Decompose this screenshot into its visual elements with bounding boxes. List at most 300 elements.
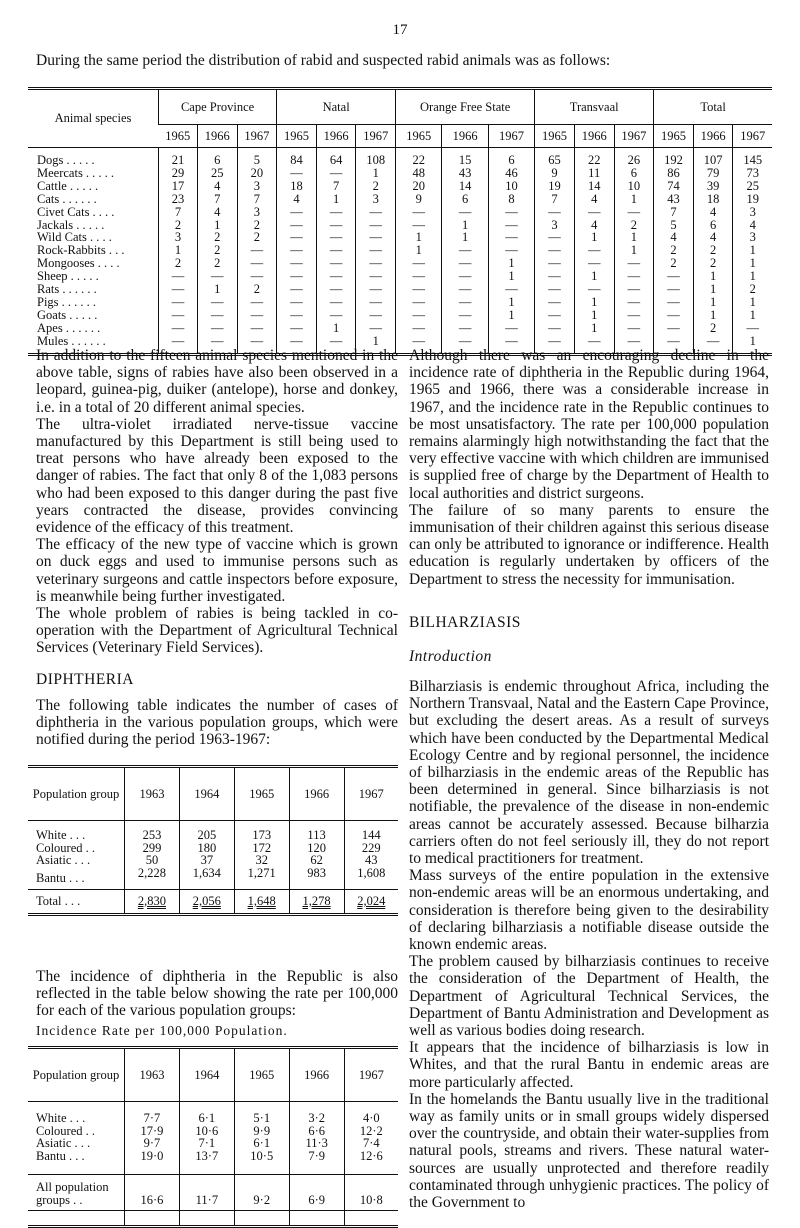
paragraph: Mass surveys of the entire population in the extensive non-endemic areas will be an enormous undertaking, and consideration is therefore being given to the desirability of declaring bilharziasis a notifiable disease outside the known endemic areas. (409, 867, 769, 954)
table-cell: 2 (197, 231, 237, 244)
table-cell: — (654, 309, 694, 322)
year-header: 1966 (197, 125, 237, 148)
species-name: Meercats . . . . . (37, 165, 115, 180)
table-cell: — (277, 309, 317, 322)
table-cell: — (159, 296, 198, 309)
table-cell: — (535, 206, 575, 219)
table-cell: 10 (614, 180, 654, 193)
table-row (28, 148, 772, 167)
table-cell: 983 (289, 867, 344, 890)
table-cell: 1 (356, 167, 396, 180)
table-cell: 1 (442, 231, 488, 244)
rate-table-caption: Incidence Rate per 100,000 Population. (36, 1023, 288, 1038)
paragraph: It appears that the incidence of bilharziasis is low in Whites, and that the rural Bantu in endemic areas are more particularly affected. (409, 1039, 769, 1091)
table-cell: 84 (277, 148, 317, 167)
table-cell: 2 (654, 257, 694, 270)
table-cell: — (356, 283, 396, 296)
paragraph: The ultra-violet irradiated nerve-tissue vaccine manufactured by this Department is still being used to treat persons who have already been exposed to the danger of rabies. The fact that only 8 of the 1,083 persons who had been exposed to this danger during the past five years contracted the disease, provides convincing evidence of the efficacy of this treatment. (36, 415, 398, 537)
table-cell: 1 (733, 257, 772, 270)
paragraph: The problem caused by bilharziasis continues to receive the consideration of the Department of Health, the Department of Agricultural Technical Services, the Department of Bantu Administration and Development as well as various bodies doing research. (409, 953, 769, 1040)
table-cell: 1 (574, 322, 614, 335)
table-cell: 6·6 (289, 1125, 344, 1138)
rabies-distribution-table (28, 87, 772, 356)
table-row (28, 309, 772, 322)
table-cell: 14 (442, 180, 488, 193)
table-cell: — (614, 335, 654, 354)
table-cell: — (356, 322, 396, 335)
table-cell: — (614, 309, 654, 322)
year-header: 1966 (316, 125, 356, 148)
table-cell: 7·4 (344, 1137, 398, 1150)
table-cell: 62 (289, 854, 344, 867)
right-column (409, 347, 769, 588)
table-cell: 1 (614, 244, 654, 257)
table-row (28, 219, 772, 232)
table-row (28, 283, 772, 296)
table-cell: — (277, 244, 317, 257)
table-cell: 6 (614, 167, 654, 180)
year-header: 1965 (277, 125, 317, 148)
table-cell: 1,271 (234, 867, 289, 890)
paragraph: In the homelands the Bantu usually live in the traditional way as family units or in small groups widely dispersed over the countryside, and obtain their water-supplies from natural pools, streams and rivers. These natural water-sources are usually unprotected and therefore readily contaminated through unhygienic practices. The policy of the Government to (409, 1090, 769, 1212)
table-cell: 2 (159, 219, 198, 232)
table-cell: 5 (654, 219, 694, 232)
table-cell: — (237, 244, 277, 257)
table-cell: — (654, 322, 694, 335)
table-cell: 1 (693, 296, 733, 309)
table-row (28, 257, 772, 270)
table-cell: 1 (693, 270, 733, 283)
table-cell: 74 (654, 180, 694, 193)
table-cell: 1 (733, 244, 772, 257)
all-groups-row (28, 1175, 398, 1211)
table-cell: — (197, 309, 237, 322)
column-header: 1963 (125, 1048, 180, 1102)
table-cell: 3 (356, 193, 396, 206)
table-cell: 20 (237, 167, 277, 180)
species-name: Apes . . . . . . (37, 320, 101, 335)
table-cell: 20 (396, 180, 442, 193)
table-cell: 26 (614, 148, 654, 167)
table-cell: — (277, 219, 317, 232)
table-cell: 11·7 (179, 1175, 234, 1211)
table-cell: 7 (197, 193, 237, 206)
table-cell: — (488, 335, 534, 354)
table-cell: 9·7 (125, 1137, 180, 1150)
table-cell: 46 (488, 167, 534, 180)
table-cell: 13·7 (179, 1150, 234, 1175)
table-cell: 144 (344, 821, 398, 842)
table-cell: 1 (488, 296, 534, 309)
table-cell: — (733, 322, 772, 335)
table-cell: 113 (289, 821, 344, 842)
species-name: Goats . . . . . (37, 307, 98, 322)
group-name (28, 1175, 125, 1211)
table-cell: — (316, 231, 356, 244)
table-cell: 1 (396, 231, 442, 244)
table-cell: — (316, 244, 356, 257)
table-cell: — (654, 270, 694, 283)
group-name-line: groups . . (36, 1192, 83, 1207)
year-header: 1965 (159, 125, 198, 148)
table-cell: — (316, 283, 356, 296)
group-name: Bantu . . . (36, 870, 85, 885)
table-cell: 3 (159, 231, 198, 244)
table-row (28, 854, 398, 867)
table-cell: 1 (488, 270, 534, 283)
table-cell: 10 (488, 180, 534, 193)
table-cell: — (197, 322, 237, 335)
paragraph: Although there was an encouraging decline in the incidence rate of diphtheria in the Republic during 1964, 1965 and 1966, there was a considerable increase in 1967, and the incidence rate in the Republic continues to be most unsatisfactory. The rate per 100,000 population remains alarmingly high notwithstanding the fact that the very effective vaccine with which children are immunised is supplied free of charge by the Department of Health to local authorities and district surgeons. (409, 347, 769, 502)
table-cell: 1,608 (344, 867, 398, 890)
table-cell: 1 (197, 283, 237, 296)
table-cell: — (237, 257, 277, 270)
table-cell: 32 (234, 854, 289, 867)
table-cell: 4 (733, 219, 772, 232)
table-row (28, 193, 772, 206)
table-cell: — (277, 283, 317, 296)
left-column (36, 347, 398, 657)
table-cell: 2 (197, 244, 237, 257)
table-cell: 4 (574, 193, 614, 206)
table-cell: — (535, 309, 575, 322)
table-cell: 11 (574, 167, 614, 180)
table-cell: — (277, 296, 317, 309)
table-cell: — (277, 322, 317, 335)
table-cell: 229 (344, 842, 398, 855)
species-name: Dogs . . . . . (37, 153, 95, 167)
table-cell: — (277, 257, 317, 270)
table-cell: 1 (574, 296, 614, 309)
group-name: Asiatic . . . (36, 853, 91, 867)
group-name: Coloured . . (36, 1123, 96, 1138)
species-name: Rock-Rabbits . . . (37, 243, 125, 258)
table-cell: 7 (535, 193, 575, 206)
total-cell: 2,024 (344, 890, 398, 915)
table-cell: — (159, 309, 198, 322)
year-header: 1967 (237, 125, 277, 148)
spacer-cell (125, 1211, 180, 1227)
table-cell: 1 (733, 309, 772, 322)
table-cell: 1 (574, 309, 614, 322)
bilharziasis-heading: BILHARZIASIS (409, 614, 521, 631)
table-cell: 2 (693, 244, 733, 257)
table-row (28, 206, 772, 219)
table-cell: — (442, 296, 488, 309)
table-cell: 3 (237, 206, 277, 219)
table-cell: 7·1 (179, 1137, 234, 1150)
table-row (28, 1150, 398, 1175)
diphtheria-cases-table (28, 765, 398, 916)
table-cell: — (614, 257, 654, 270)
table-cell: — (614, 270, 654, 283)
table-cell: 3 (733, 206, 772, 219)
table-cell: 1 (574, 270, 614, 283)
table-cell: 172 (234, 842, 289, 855)
table-row (28, 821, 398, 842)
table-cell: — (159, 322, 198, 335)
table-cell: 2 (693, 257, 733, 270)
page-number: 17 (392, 22, 408, 38)
table-cell: 120 (289, 842, 344, 855)
year-header: 1967 (614, 125, 654, 148)
table-cell: — (237, 335, 277, 354)
table-cell: — (442, 257, 488, 270)
table-row (28, 180, 772, 193)
table-cell: — (356, 270, 396, 283)
table-cell: — (197, 270, 237, 283)
table-row (28, 167, 772, 180)
table-cell: — (442, 322, 488, 335)
column-header: 1966 (289, 767, 344, 821)
table-cell: — (535, 335, 575, 354)
table-cell: — (442, 206, 488, 219)
table-cell: 253 (125, 821, 180, 842)
table-cell: 2 (237, 283, 277, 296)
table-cell: — (535, 296, 575, 309)
table-cell: 23 (159, 193, 198, 206)
table-cell: 4 (654, 231, 694, 244)
species-name: Wild Cats . . . . (37, 230, 112, 245)
table-cell: — (356, 296, 396, 309)
table-cell: 3 (733, 231, 772, 244)
year-header: 1965 (535, 125, 575, 148)
table-cell: 7 (654, 206, 694, 219)
column-header: Population group (28, 1048, 125, 1102)
table-cell: 7 (159, 206, 198, 219)
table-cell: — (654, 335, 694, 354)
table-cell: — (277, 231, 317, 244)
table-cell: — (442, 335, 488, 354)
table-cell: — (654, 296, 694, 309)
table-cell: — (574, 257, 614, 270)
table-cell: — (159, 283, 198, 296)
table-cell: 15 (442, 148, 488, 167)
table-cell: 2 (159, 257, 198, 270)
species-name: Cats . . . . . . (37, 191, 97, 206)
table-cell: 2 (693, 322, 733, 335)
table-cell: 1 (488, 309, 534, 322)
species-name: Mules . . . . . . (37, 333, 106, 348)
table-cell: — (488, 244, 534, 257)
group-name: Asiatic . . . (36, 1136, 91, 1150)
table-cell: 2 (356, 180, 396, 193)
intro-sentence: During the same period the distribution of rabid and suspected rabid animals was as follows: (36, 52, 611, 69)
table-cell: 1 (316, 322, 356, 335)
total-cell: 2,830 (125, 890, 180, 915)
table-cell: — (316, 335, 356, 354)
table-cell: 180 (179, 842, 234, 855)
table-cell: 4 (693, 231, 733, 244)
table-cell: 1 (733, 296, 772, 309)
table-cell: 1 (159, 244, 198, 257)
table-cell: 1 (356, 335, 396, 354)
table-cell: — (356, 219, 396, 232)
table-cell: — (237, 322, 277, 335)
table-cell: — (237, 309, 277, 322)
table-cell: 6·1 (234, 1137, 289, 1150)
table-cell: 50 (125, 854, 180, 867)
table-cell: — (614, 206, 654, 219)
table-cell: — (237, 270, 277, 283)
table-cell: — (396, 322, 442, 335)
table-cell: — (442, 270, 488, 283)
year-header: 1967 (733, 125, 772, 148)
column-header: Population group (28, 767, 125, 821)
table-cell: — (488, 283, 534, 296)
table-cell: 5 (237, 148, 277, 167)
year-header: 1965 (396, 125, 442, 148)
table-cell: 9 (535, 167, 575, 180)
paragraph: The failure of so many parents to ensure the immunisation of their children against this serious disease can only be attributed to ignorance or indifference. Health education is regularly undertaken by officers of the Department to stress the necessity for immunisation. (409, 501, 769, 588)
table-cell: 64 (316, 148, 356, 167)
table-cell: — (159, 270, 198, 283)
table-cell: 14 (574, 180, 614, 193)
paragraph: The whole problem of rabies is being tackled in co-operation with the Department of Agricultural Technical Services (Veterinary Field Services). (36, 605, 398, 657)
species-name: Rats . . . . . . (37, 282, 97, 297)
table-cell: 39 (693, 180, 733, 193)
table-cell: — (356, 206, 396, 219)
table-cell: — (277, 335, 317, 354)
table-cell: — (614, 283, 654, 296)
table-cell: — (396, 335, 442, 354)
table-cell: 6 (442, 193, 488, 206)
table-cell: — (316, 257, 356, 270)
table-cell: 1 (614, 193, 654, 206)
table-cell: 18 (277, 180, 317, 193)
column-header: 1965 (234, 767, 289, 821)
table-cell: — (574, 335, 614, 354)
table-cell: — (396, 309, 442, 322)
table-cell: 10·5 (234, 1150, 289, 1175)
table-cell: 2 (237, 219, 277, 232)
table-cell: — (316, 296, 356, 309)
species-name: Pigs . . . . . . (37, 294, 97, 309)
table-cell: — (356, 244, 396, 257)
table-cell: 1 (574, 231, 614, 244)
table-cell: — (574, 206, 614, 219)
table-cell: 107 (693, 148, 733, 167)
table-cell: 1 (316, 193, 356, 206)
table-cell: 16·6 (125, 1175, 180, 1211)
table-cell: — (535, 283, 575, 296)
table-cell: — (488, 322, 534, 335)
table-cell: 25 (197, 167, 237, 180)
table-cell: 108 (356, 148, 396, 167)
paragraph: Bilharziasis is endemic throughout Africa, including the Northern Transvaal, Natal and the Eastern Cape Province, but excluding the desert areas. As a result of surveys which have been conducted by the Departmental Medical Ecology Centre and by regional personnel, the incidence of bilharziasis in the endemic areas of the Republic has been determined in general. Since bilharziasis is not notifiable, the prevalence of the disease in non-endemic areas cannot be accurately assessed. Because bilharzia carriers often do not feel seriously ill, they do not report to medical practitioners for treatment. (409, 678, 769, 868)
table-cell: 5·1 (234, 1102, 289, 1125)
table-cell: 48 (396, 167, 442, 180)
year-header: 1967 (356, 125, 396, 148)
paragraph: The following table indicates the number of cases of diphtheria in the various population groups, which were notified during the period 1963-1967: (36, 697, 398, 749)
table-row (28, 322, 772, 335)
table-row (28, 867, 398, 890)
spacer-cell (344, 1211, 398, 1227)
diphtheria-rate-table (28, 1046, 398, 1228)
table-cell: — (356, 231, 396, 244)
column-header: 1967 (344, 767, 398, 821)
table-cell: 1 (693, 283, 733, 296)
table-cell: 1 (614, 231, 654, 244)
table-cell: — (396, 206, 442, 219)
column-header: 1964 (179, 767, 234, 821)
paragraph: In addition to the fifteen animal species mentioned in the above table, signs of rabies have also been observed in a leopard, guinea-pig, duiker (antelope), horse and donkey, i.e. in a total of 20 different animal species. (36, 347, 398, 416)
table-cell: 37 (179, 854, 234, 867)
table-cell: 3 (237, 180, 277, 193)
table-cell: — (316, 206, 356, 219)
group-header: Orange Free State (396, 89, 535, 125)
table-cell: 3·2 (289, 1102, 344, 1125)
table-cell: — (316, 270, 356, 283)
year-header: 1967 (488, 125, 534, 148)
table-cell: — (654, 283, 694, 296)
species-header: Animal species (28, 89, 159, 148)
table-cell: 7·9 (289, 1150, 344, 1175)
year-header: 1965 (654, 125, 694, 148)
table-cell: 6 (693, 219, 733, 232)
table-cell: 19 (535, 180, 575, 193)
table-cell: 25 (733, 180, 772, 193)
table-cell: — (614, 322, 654, 335)
table-cell: 43 (442, 167, 488, 180)
table-cell: — (693, 335, 733, 354)
table-cell: 86 (654, 167, 694, 180)
species-name: Cattle . . . . . (37, 178, 99, 193)
table-cell: 9·9 (234, 1125, 289, 1138)
total-cell: 2,056 (179, 890, 234, 915)
year-header: 1966 (442, 125, 488, 148)
table-cell: 8 (488, 193, 534, 206)
table-cell: — (614, 296, 654, 309)
table-cell: 79 (693, 167, 733, 180)
table-cell: — (574, 244, 614, 257)
table-cell: 2 (654, 244, 694, 257)
table-cell: — (277, 270, 317, 283)
table-cell: 17·9 (125, 1125, 180, 1138)
paragraph: The efficacy of the new type of vaccine which is grown on duck eggs and used to immunise persons such as veterinary surgeons and cattle inspectors before exposure, is meanwhile being further investigated. (36, 536, 398, 605)
table-cell: — (396, 270, 442, 283)
table-cell: 17 (159, 180, 198, 193)
group-name: White . . . (36, 828, 86, 842)
table-cell: 2 (733, 283, 772, 296)
table-cell: — (396, 219, 442, 232)
table-cell: 6·1 (179, 1102, 234, 1125)
table-cell: 4·0 (344, 1102, 398, 1125)
table-row (28, 1137, 398, 1150)
group-header: Total (654, 89, 772, 125)
table-cell: 4 (197, 206, 237, 219)
table-cell: — (396, 296, 442, 309)
table-cell: 65 (535, 148, 575, 167)
incidence-paragraph (36, 968, 398, 1020)
table-cell: — (197, 296, 237, 309)
group-header: Natal (277, 89, 396, 125)
group-name: Total . . . (28, 890, 125, 915)
table-cell: 43 (344, 854, 398, 867)
table-row (28, 270, 772, 283)
table-cell: 4 (693, 206, 733, 219)
table-cell: 2 (197, 257, 237, 270)
year-header: 1966 (574, 125, 614, 148)
table-cell: 9 (396, 193, 442, 206)
table-cell: 9·2 (234, 1175, 289, 1211)
diphtheria-heading: DIPHTHERIA (36, 671, 134, 688)
table-cell: 192 (654, 148, 694, 167)
table-cell: 145 (733, 148, 772, 167)
group-name: White . . . (36, 1111, 86, 1125)
table-cell: 12·2 (344, 1125, 398, 1138)
year-header: 1966 (693, 125, 733, 148)
